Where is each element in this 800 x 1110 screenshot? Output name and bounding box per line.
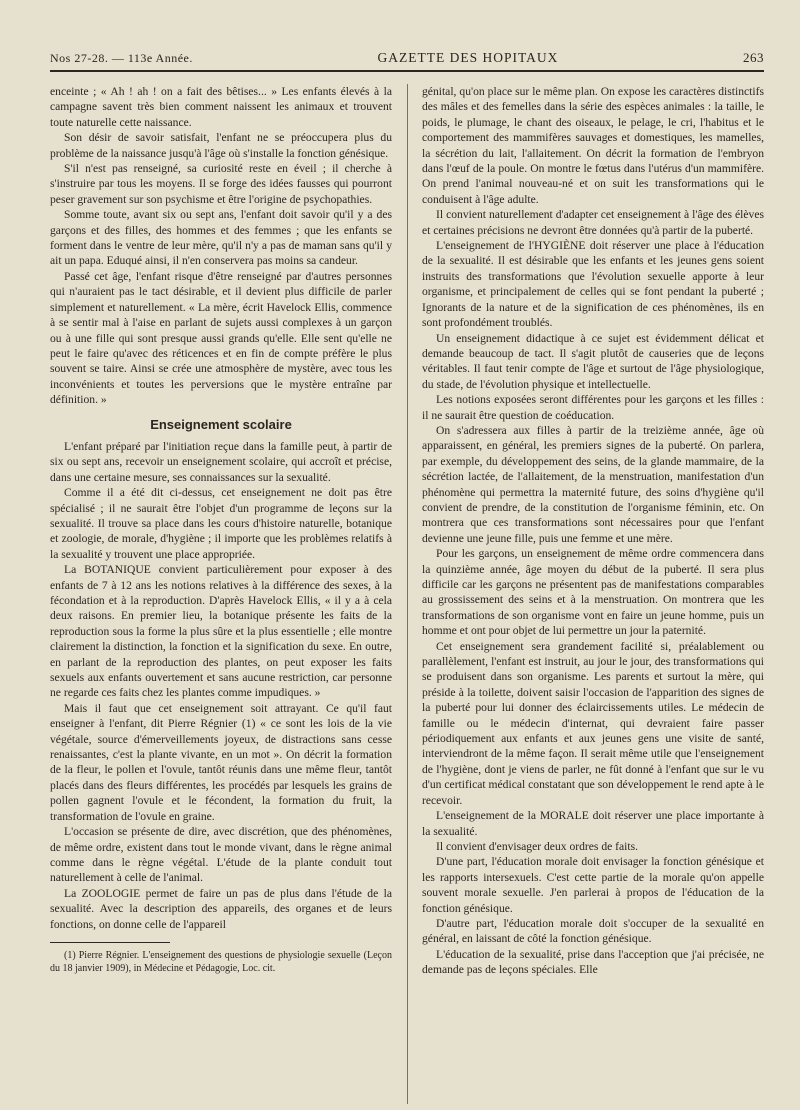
paragraph: La BOTANIQUE convient particulièrement pour exposer à des enfants de 7 à 12 ans les notions relatives à la différence des sexes, à la fécondation et à la reproduction. D'après Havelock Ellis, « il y a à cela deux raisons. En premier lieu, la botanique présente les faits de la reproduction sous la forme la plus sûre et la plus essentielle ; elle montre clairement la distinction, la fonction et la signification du sexe. En outre, en parlant de la reproduction des plantes, on peut exposer les faits sexuels aux enfants ouvertement et sans aucune restriction, car personne ne regarde ces faits chez les plantes comme impudiques. »: [50, 563, 392, 700]
paragraph: enceinte ; « Ah ! ah ! on a fait des bêtises... » Les enfants élevés à la campagne savent très bien comment naissent les animaux et trouvent toute naturelle cette naissance.: [50, 85, 392, 129]
paragraph: Somme toute, avant six ou sept ans, l'enfant doit savoir qu'il y a des garçons et des filles, des hommes et des femmes ; que les enfants se forment dans le ventre de leur mère, qu'il n'y a pas de maman sans qu'il y ait un papa. Eduqué ainsi, il n'en conservera pas moins sa candeur.: [50, 208, 392, 268]
paragraph: Comme il a été dit ci-dessus, cet enseignement ne doit pas être spécialisé ; il ne saurait être l'objet d'un programme de leçons sur la sexualité. Il trouve sa place dans les cours d'histoire naturelle, botanique et zoologie, de morale, d'hygiène ; il importe que les problèmes relatifs à la sexualité y trouvent une place appropriée.: [50, 486, 392, 561]
paragraph: S'il n'est pas renseigné, sa curiosité reste en éveil ; il cherche à s'instruire par tous les moyens. Il se forge des idées fausses qui pourront peser gravement sur son psychisme et être l'origine de psychopathies.: [50, 162, 392, 206]
text-columns: [50, 84, 764, 1104]
paragraph: Passé cet âge, l'enfant risque d'être renseigné par d'autres personnes qui n'auraient pas le tact désirable, et il devient plus difficile de parler simplement et naturellement. « La mère, écrit Havelock Ellis, commence à se sentir mal à l'aise en parlant de sujets aussi complexes à un garçon ou à une fille qui sont presque aussi grands qu'elle. Elle sent qu'elle ne peut le faire qu'avec des réticences et en fin de compte préfère le plus souvent se taire. Ainsi se crée une atmosphère de mystère, avec tous les inconvénients et toutes les perversions que le mystère entraîne par définition. »: [50, 269, 392, 407]
paragraph: Pour les garçons, un enseignement de même ordre commencera dans la quinzième année, âge moyen du début de la puberté. Il sera plus difficile car les garçons ne présentent pas de manifestations comparables au grossissement des seins et à la menstruation. On montrera que les transformations de son organisme vont en faire un jeune homme, puis un homme et ont pour objet de lui permettre un jour la paternité.: [422, 547, 764, 638]
paragraph: Son désir de savoir satisfait, l'enfant ne se préoccupera plus du problème de la naissance jusqu'à l'âge où s'installe la fonction génésique.: [50, 131, 392, 160]
issue-number: Nos 27-28. — 113e Année.: [50, 51, 193, 65]
paragraph: Mais il faut que cet enseignement soit attrayant. Ce qu'il faut enseigner à l'enfant, dit Pierre Régnier (1) « ce sont les lois de la vie végétale, source d'émerveillements joyeux, de distractions sans cesse renaissantes, c'est la plante vivante, en un mot ». On décrit la formation de la fleur, le pollen et l'ovule, tantôt réunis dans une même fleur, tantôt placés dans des fleurs différentes, les procédés par lesquels les grains de pollen gagnent l'ovule et le fécondent, la formation du fruit, la transformation de l'ovule en graine.: [50, 701, 392, 823]
paragraph: D'autre part, l'éducation morale doit s'occuper de la sexualité en général, en laissant de côté la fonction génésique.: [422, 916, 764, 946]
paragraph: L'enseignement de l'HYGIÈNE doit réserver une place à l'éducation de la sexualité. Il est désirable que les enfants et les jeunes gens soient instruits des transformations que l'évolution sexuelle apporte à leur organisme, et principalement de celles qui se font pendant la puberté ; Ignorants de la nature et de la signification de ces phénomènes, ils en sont profondément troublés.: [422, 239, 764, 330]
section-heading: Enseignement scolaire: [150, 416, 292, 432]
page-number: 263: [743, 50, 764, 65]
paragraph: Un enseignement didactique à ce sujet est évidemment délicat et demande beaucoup de tact. Il s'agit plutôt de causeries que de leçons véritables. Il faut tenir compte de l'âge et surtout de l'âge physiologique, du stade, de l'évolution physique et intellectuelle.: [422, 331, 764, 391]
footnote-divider: [50, 942, 170, 943]
paragraph: Il convient d'envisager deux ordres de faits.: [436, 839, 639, 853]
footnote: (1) Pierre Régnier. L'enseignement des questions de physiologie sexuelle (Leçon du 18 janvier 1909), in Médecine et Pédagogie, Loc. cit.: [50, 949, 392, 974]
paragraph: L'enseignement de la MORALE doit réserver une place importante à la sexualité.: [422, 809, 764, 838]
paragraph: On s'adressera aux filles à partir de la treizième année, âge où apparaissent, en général, les premiers signes de la puberté. On parlera, par exemple, du développement des seins, de la glande mammaire, de la sécrétion lactée, de l'allaitement, de la menstruation, manifestation d'un phénomène qui permettra la maternité future, des soins d'hygiène qu'il convient de prendre, de la constitution de l'organisme féminin, etc. On montrera que ces transformations sont nécessaires pour que l'enfant devienne une jeune fille, puis une femme et une mère.: [422, 423, 764, 545]
paragraph: Il convient naturellement d'adapter cet enseignement à l'âge des élèves et certaines précisions ne devront être données qu'à partir de la puberté.: [422, 208, 764, 237]
paragraph: La ZOOLOGIE permet de faire un pas de plus dans l'étude de la sexualité. Avec la description des appareils, des organes et de leurs fonctions, on donne celle de l'appareil: [50, 886, 392, 931]
right-column: [422, 84, 764, 1104]
paragraph: Les notions exposées seront différentes pour les garçons et les filles : il ne saurait être question de coéducation.: [422, 393, 764, 422]
paragraph: Cet enseignement sera grandement facilité si, préalablement ou parallèlement, l'enfant est instruit, au jour le jour, des transformations qui se produisent dans son organisme. Les parents et surtout la mère, qui préside à la toilette, doivent saisir l'occasion de l'apparition des signes de la puberté pour lui donner des éclaircissements utiles. Le médecin de famille ou le médecin d'internat, qui devraient faire passer périodiquement aux enfants et aux jeunes gens une visite de santé, interviendront de la même façon. Il serait même utile que l'enseignement de l'hygiène, dont je viens de parler, ne fût donné à l'enfant que sur le vu d'un certificat médical constatant que son développement le rend apte à le recevoir.: [422, 639, 764, 807]
paragraph: L'occasion se présente de dire, avec discrétion, que des phénomènes, de même ordre, existent dans tout le monde vivant, dans le règne animal comme dans le règne végétal. L'étude de la plante conduit tout naturellement à celle de l'animal.: [50, 825, 392, 885]
paragraph: D'une part, l'éducation morale doit envisager la fonction génésique et les rapports intersexuels. C'est cette partie de la morale qu'on appelle souvent morale sexuelle. J'en parlerai à propos de l'éducation de la fonction génésique.: [422, 855, 764, 915]
left-column: [50, 84, 392, 1104]
paragraph: génital, qu'on place sur le même plan. On expose les caractères distinctifs des mâles et des femelles dans la série des espèces animales : la taille, le poids, le plumage, le chant des oiseaux, le pelage, le cri, l'habitus et le comportement des mammifères sauvages et domestiques, les mamelles, la sécrétion du lait, l'allaitement. On décrit la formation de l'embryon dans l'œuf de la poule. On montre le fœtus dans l'utérus d'un mammifère. On prend l'animal nouveau-né et on suit les transformations qui le conduisent à l'âge adulte.: [422, 85, 764, 206]
paragraph: L'éducation de la sexualité, prise dans l'acception que j'ai précisée, ne demande pas de leçons spéciales. Elle: [422, 947, 764, 977]
paragraph: L'enfant préparé par l'initiation reçue dans la famille peut, à partir de six ou sept ans, recevoir un enseignement scolaire, qui accroît et précise, dans une certaine mesure, ses connaissances sur la sexualité.: [50, 439, 392, 484]
running-header: [50, 50, 764, 72]
journal-title: GAZETTE DES HOPITAUX: [377, 50, 559, 65]
column-divider: [407, 84, 408, 1104]
